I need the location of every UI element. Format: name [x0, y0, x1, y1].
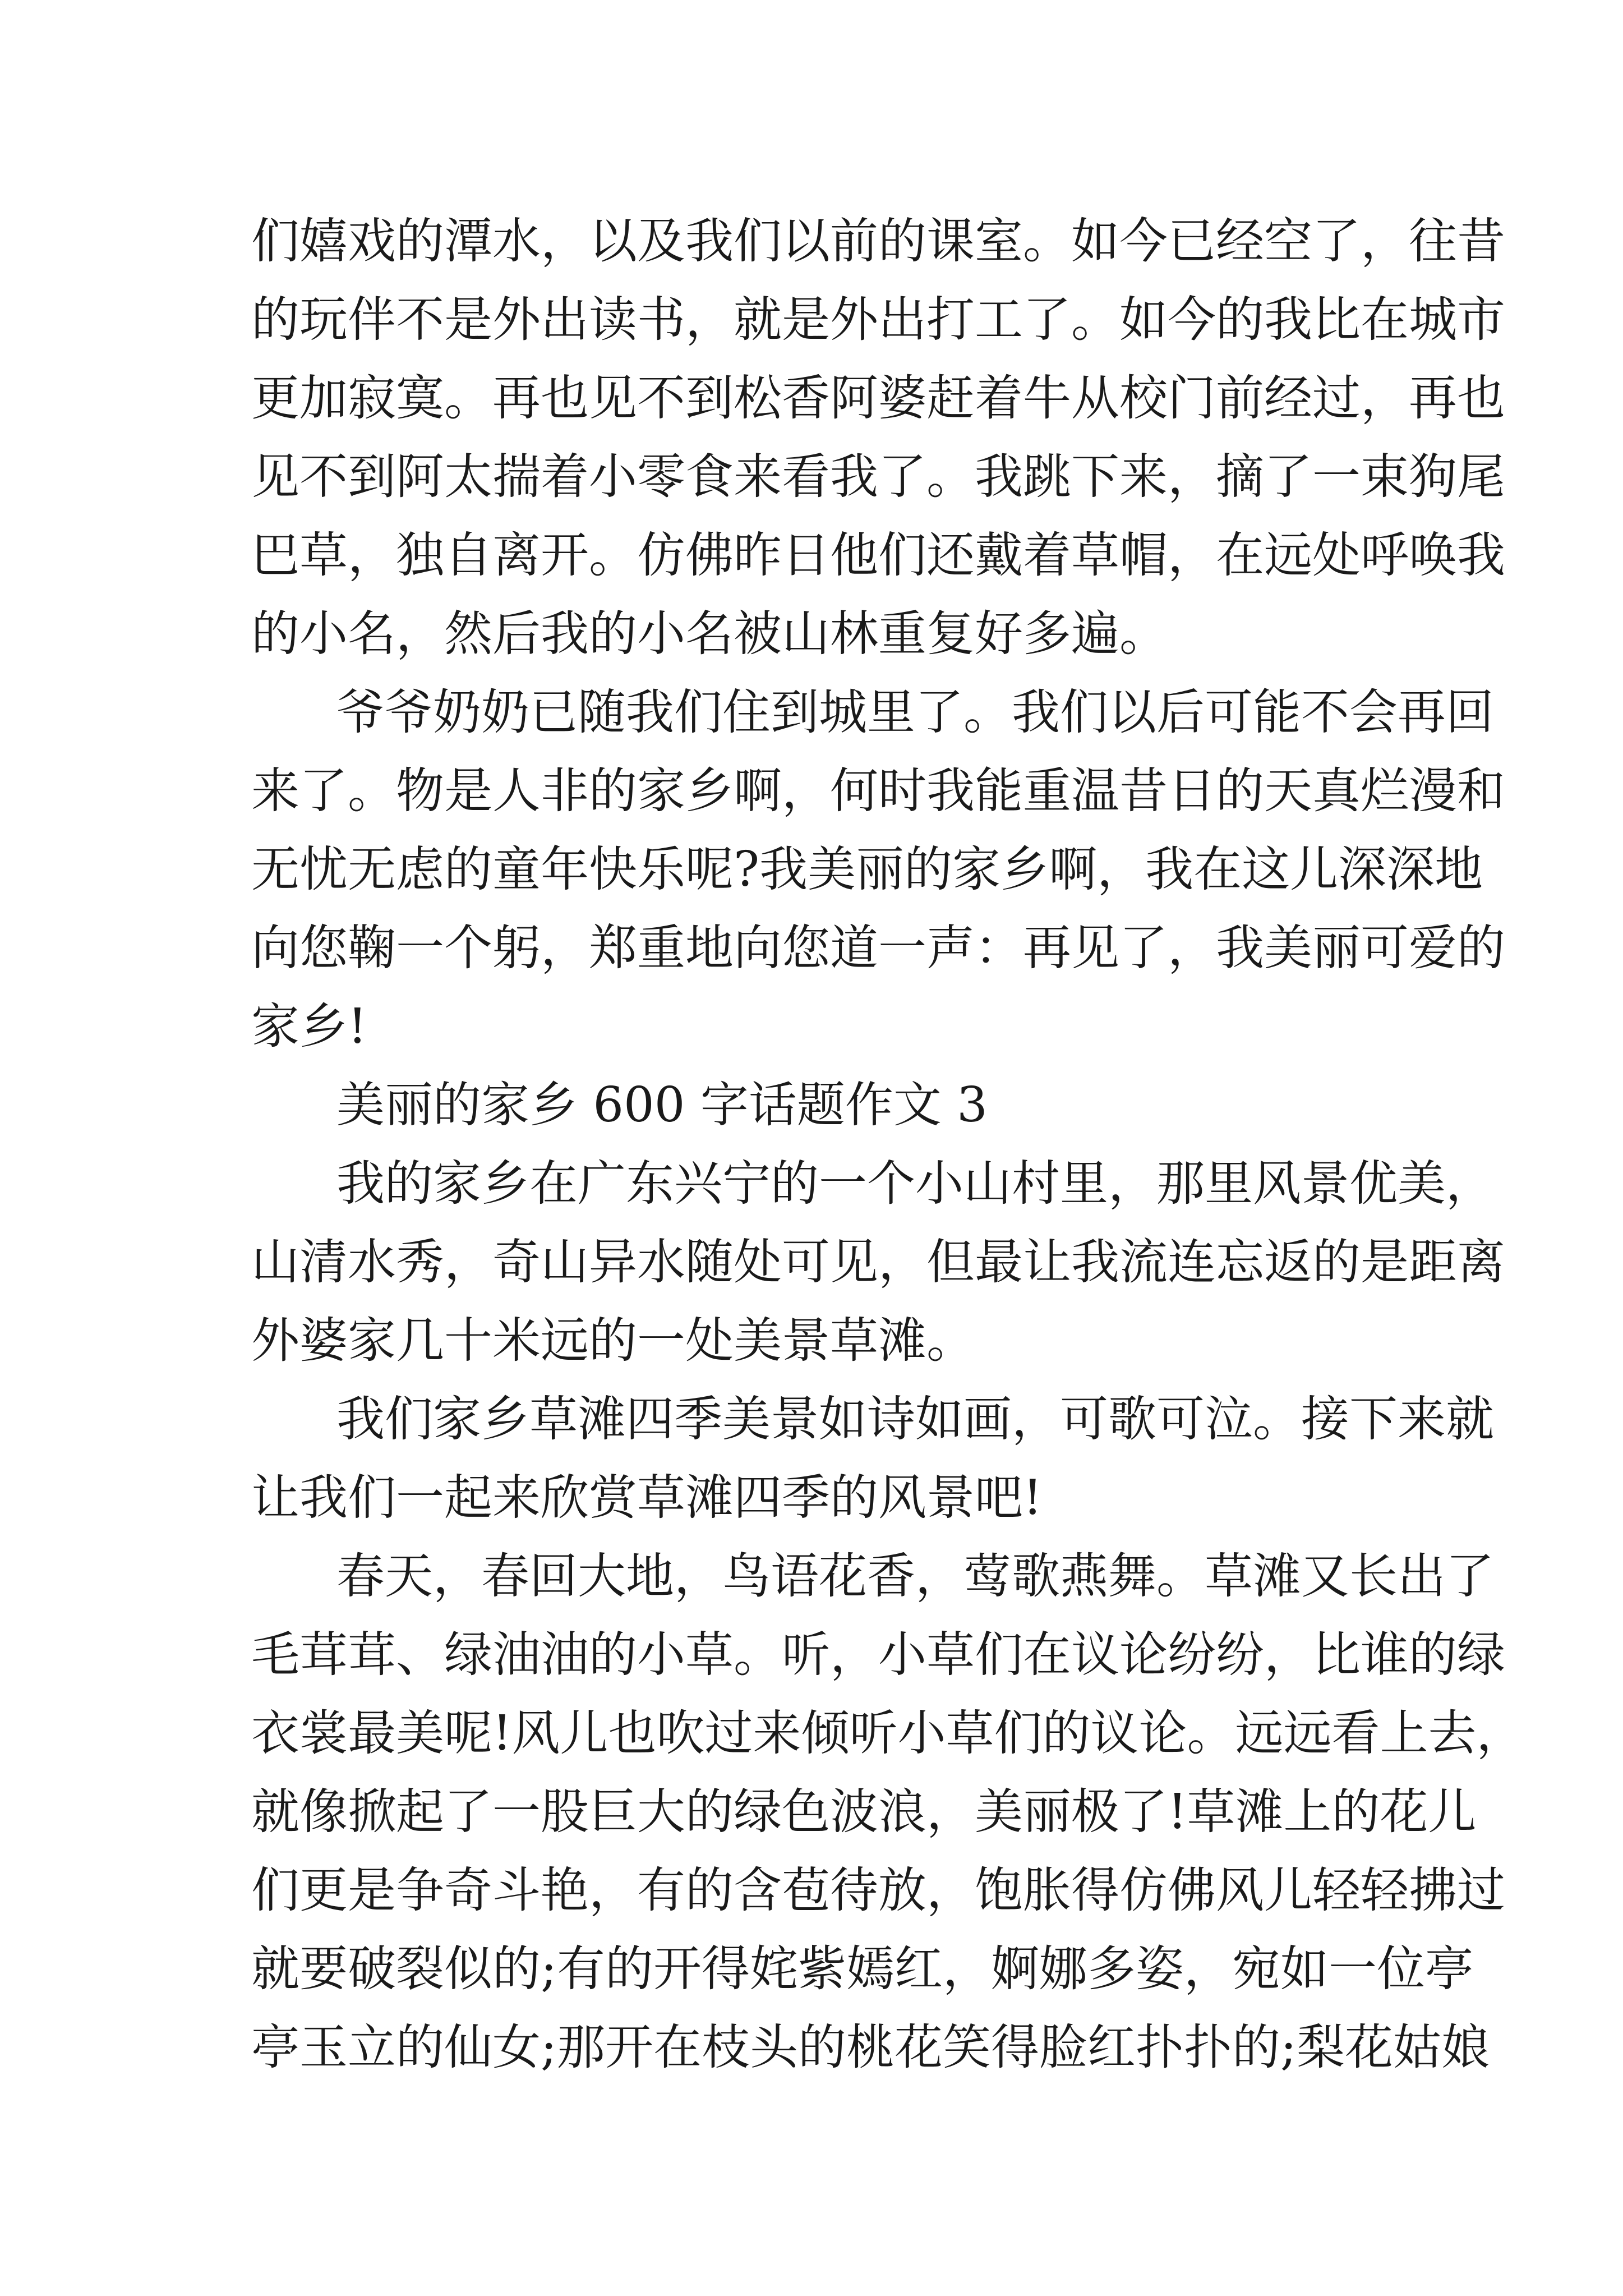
paragraph-start-line: 我的家乡在广东兴宁的一个小山村里，那里风景优美， [336, 1156, 1494, 1212]
text-line: 无忧无虑的童年快乐呢?我美丽的家乡啊，我在这儿深深地 [251, 841, 1483, 898]
text-line: 巴草，独自离开。仿佛昨日他们还戴着草帽，在远处呼唤我 [251, 527, 1505, 583]
text-line: 向您鞠一个躬，郑重地向您道一声：再见了，我美丽可爱的 [251, 920, 1505, 976]
text-line: 见不到阿太揣着小零食来看我了。我跳下来，摘了一束狗尾 [251, 449, 1505, 505]
paragraph-start-line: 春天，春回大地，鸟语花香，莺歌燕舞。草滩又长出了 [336, 1548, 1494, 1604]
paragraph-start-line: 爷爷奶奶已随我们住到城里了。我们以后可能不会再回 [336, 684, 1494, 740]
text-line: 衣裳最美呢!风儿也吹过来倾听小草们的议论。远远看上去， [251, 1705, 1525, 1761]
text-line: 就要破裂似的;有的开得姹紫嫣红，婀娜多姿，宛如一位亭 [251, 1941, 1473, 1997]
text-line: 更加寂寞。再也见不到松香阿婆赶着牛从校门前经过，再也 [251, 370, 1505, 426]
text-line: 们嬉戏的潭水，以及我们以前的课室。如今已经空了，往昔 [251, 213, 1505, 269]
text-line: 们更是争奇斗艳，有的含苞待放，饱胀得仿佛风儿轻轻拂过 [251, 1862, 1505, 1918]
text-line: 让我们一起来欣赏草滩四季的风景吧! [251, 1470, 1043, 1526]
text-line: 山清水秀，奇山异水随处可见，但最让我流连忘返的是距离 [251, 1234, 1505, 1290]
text-line: 家乡! [251, 999, 367, 1055]
text-line: 亭玉立的仙女;那开在枝头的桃花笑得脸红扑扑的;梨花姑娘 [251, 2019, 1490, 2076]
text-line: 来了。物是人非的家乡啊，何时我能重温昔日的天真烂漫和 [251, 763, 1505, 819]
text-line: 的小名，然后我的小名被山林重复好多遍。 [251, 606, 1168, 662]
essay-text [251, 202, 1525, 2087]
text-line: 外婆家几十米远的一处美景草滩。 [251, 1313, 975, 1369]
paragraph-start-line: 我们家乡草滩四季美景如诗如画，可歌可泣。接下来就 [336, 1391, 1494, 1447]
text-line: 毛茸茸、绿油油的小草。听，小草们在议论纷纷，比谁的绿 [251, 1627, 1505, 1683]
section-heading: 美丽的家乡 600 字话题作文 3 [336, 1077, 988, 1133]
text-line: 的玩伴不是外出读书，就是外出打工了。如今的我比在城市 [251, 292, 1505, 348]
text-line: 就像掀起了一股巨大的绿色波浪，美丽极了!草滩上的花儿 [251, 1784, 1477, 1840]
